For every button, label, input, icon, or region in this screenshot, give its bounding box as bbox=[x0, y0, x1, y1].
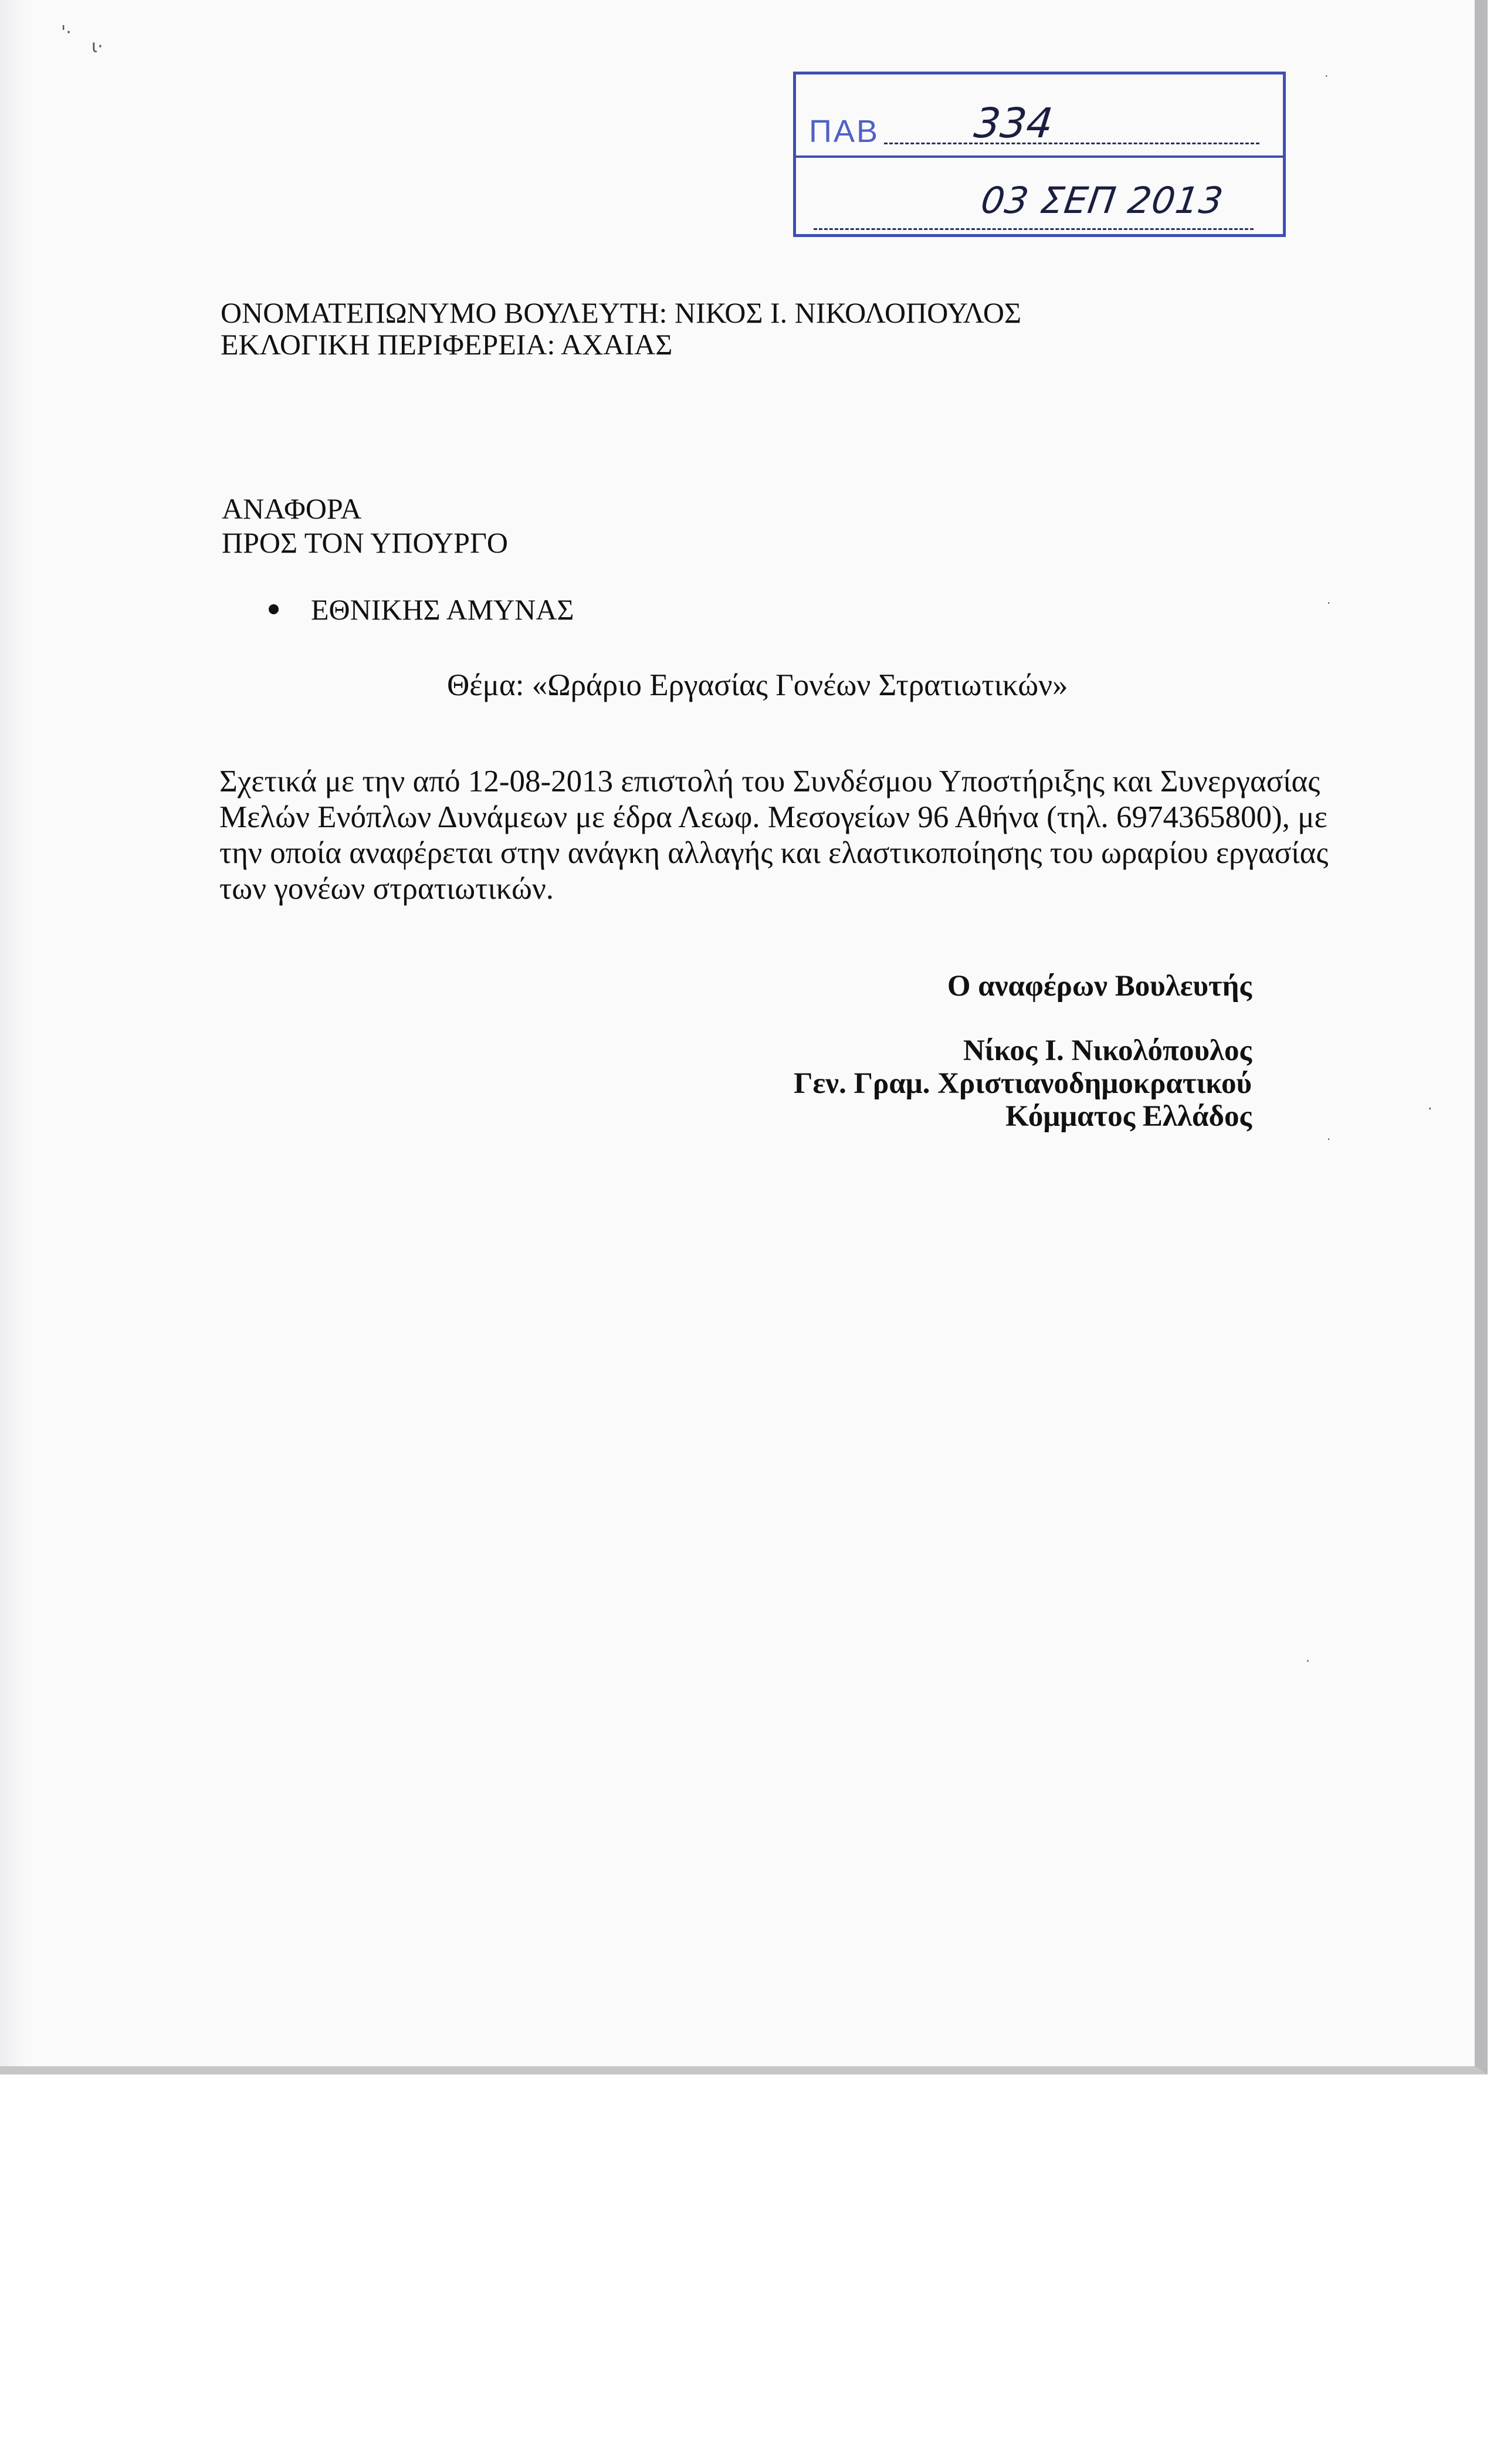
scan-speck: · bbox=[1327, 596, 1331, 610]
scan-speck: · bbox=[1327, 1132, 1331, 1146]
signature-title-line2: Κόμματος Ελλάδος bbox=[1005, 1100, 1252, 1133]
electoral-district-line: ΕΚΛΟΓΙΚΗ ΠΕΡΙΦΕΡΕΙΑ: ΑΧΑΙΑΣ bbox=[221, 328, 673, 361]
ministry-item: ΕΘΝΙΚΗΣ ΑΜΥΝΑΣ bbox=[311, 593, 574, 626]
stamp-rule bbox=[884, 143, 1259, 144]
signature-role: Ο αναφέρων Βουλευτής bbox=[947, 970, 1252, 1003]
stamp-divider bbox=[796, 155, 1283, 158]
subject-line: Θέμα: «Ωράριο Εργασίας Γονέων Στρατιωτικών» bbox=[447, 668, 1068, 702]
stamp-label: ΠΑΒ bbox=[809, 114, 880, 149]
signature-name: Νίκος Ι. Νικολόπουλος bbox=[963, 1034, 1252, 1067]
stamp-protocol-number: 334 bbox=[971, 99, 1055, 147]
registration-stamp bbox=[793, 72, 1286, 237]
scan-speck: · bbox=[1306, 1654, 1310, 1669]
mp-name-line: ΟΝΟΜΑΤΕΠΩΝΥΜΟ ΒΟΥΛΕΥΤΗ: ΝΙΚΟΣ Ι. ΝΙΚΟΛΟΠΟΥΛΟΣ bbox=[221, 296, 1022, 329]
report-type: ΑΝΑΦΟΡΑ bbox=[222, 492, 362, 525]
body-line: την οποία αναφέρεται στην ανάγκη αλλαγής και ελαστικοποίησης του ωραρίου εργασίας bbox=[219, 836, 1329, 870]
recipient-line: ΠΡΟΣ ΤΟΝ ΥΠΟΥΡΓΟ bbox=[222, 526, 508, 559]
bullet-icon bbox=[269, 604, 279, 614]
scan-speck: '· bbox=[61, 22, 72, 43]
body-paragraph bbox=[219, 764, 1329, 907]
stamp-date: 03 ΣΕΠ 2013 bbox=[978, 179, 1227, 222]
scan-speck: · bbox=[1325, 69, 1329, 83]
signature-title-line1: Γεν. Γραμ. Χριστιανοδημοκρατικού bbox=[794, 1067, 1252, 1100]
body-line: Σχετικά με την από 12-08-2013 επιστολή του Συνδέσμου Υποστήριξης και Συνεργασίας bbox=[219, 764, 1320, 798]
body-line: των γονέων στρατιωτικών. bbox=[219, 872, 554, 906]
body-line: Μελών Ενόπλων Δυνάμεων με έδρα Λεωφ. Μεσογείων 96 Αθήνα (τηλ. 6974365800), με bbox=[219, 800, 1327, 834]
page-edge-shadow bbox=[0, 0, 27, 2066]
scan-speck: · bbox=[1428, 1101, 1432, 1117]
stamp-rule bbox=[814, 228, 1254, 230]
scan-speck: ι· bbox=[92, 36, 103, 57]
